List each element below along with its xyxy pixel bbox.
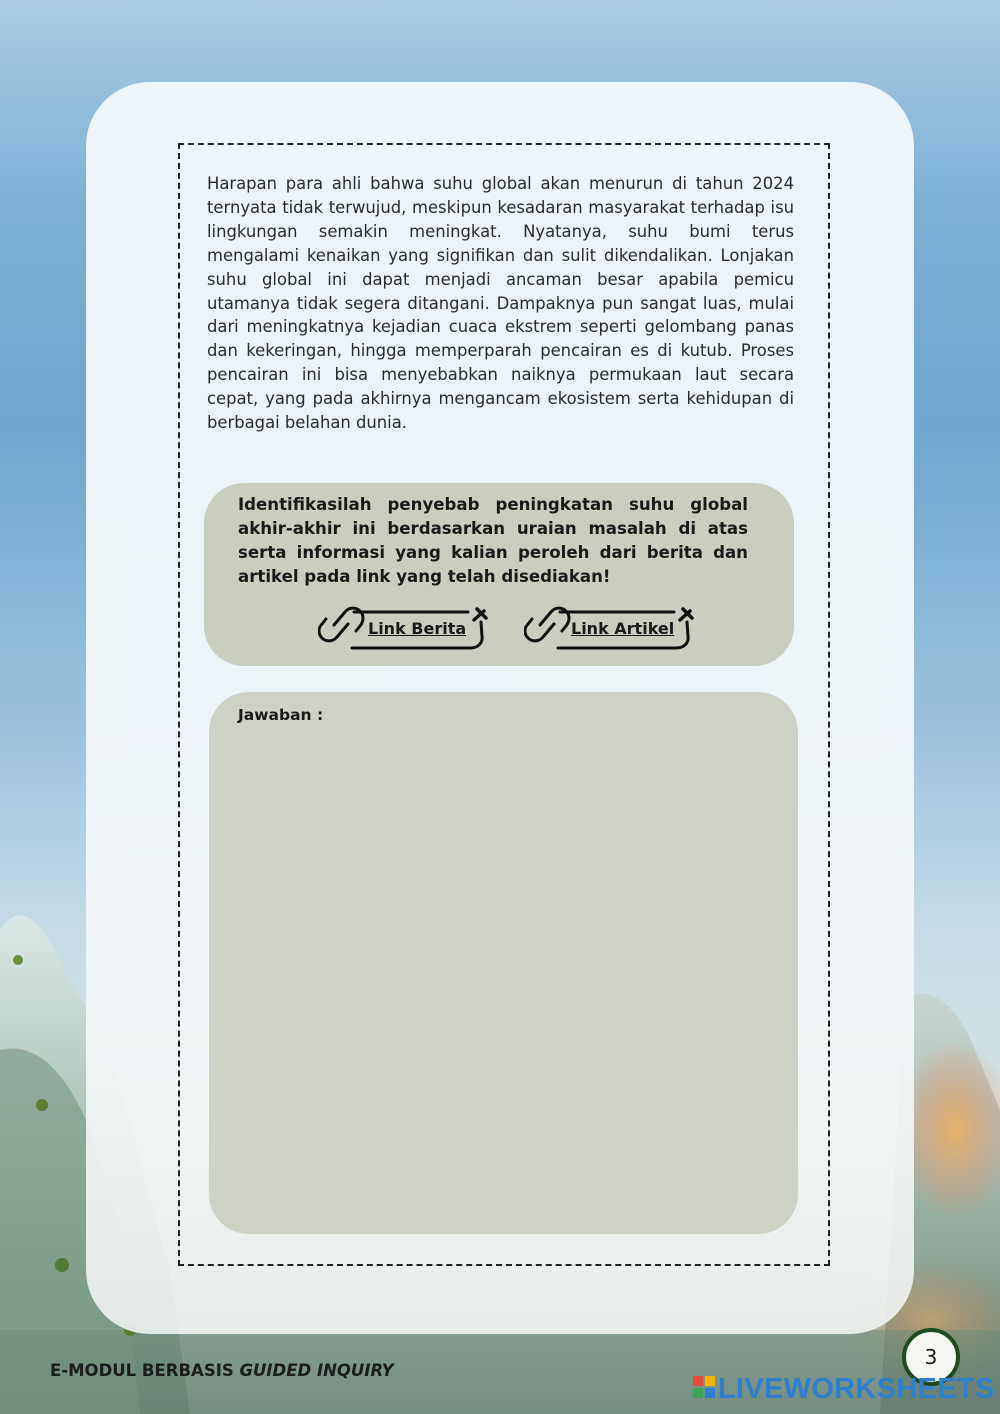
intro-paragraph: Harapan para ahli bahwa suhu global akan menurun di tahun 2024 ternyata tidak terwujud, meskipun kesadaran masyarakat terhadap isu lingkungan semakin meningkat. Nyatanya, suhu bumi terus mengalami kenaikan yang signifikan dan sulit dikendalikan. Lonjakan suhu global ini dapat menjadi ancaman besar apabila pemicu utamanya tidak segera ditangani. Dampaknya pun sangat luas, mulai dari meningkatnya kejadian cuaca ekstrem seperti gelombang panas dan kekeringan, hingga memperparah pencairan es di kutub. Proses pencairan ini bisa menyebabkan naiknya permukaan laut secara cepat, yang pada akhirnya mengancam ekosistem serta kehidupan di berbagai belahan dunia. <box>207 174 794 433</box>
answer-label: Jawaban : <box>238 706 324 724</box>
link-berita-label: Link Berita <box>368 619 467 638</box>
footer-title <box>50 1361 394 1380</box>
answer-input[interactable] <box>232 734 784 1218</box>
link-artikel-button[interactable] <box>524 598 702 654</box>
footer-title-prefix: E-MODUL BERBASIS <box>50 1361 240 1380</box>
link-berita-button[interactable] <box>318 598 493 654</box>
footer-title-italic: GUIDED INQUIRY <box>239 1361 394 1380</box>
link-artikel-label: Link Artikel <box>571 619 675 638</box>
page-number-value: 3 <box>924 1345 938 1369</box>
liveworksheets-brand[interactable]: LIVEWORKSHEETS <box>718 1373 995 1405</box>
liveworksheets-logo-icon <box>693 1372 717 1406</box>
task-instruction: Identifikasilah penyebab peningkatan suhu global akhir-akhir ini berdasarkan uraian masalah di atas serta informasi yang kalian peroleh dari berita dan artikel pada link yang telah disediakan! <box>238 495 748 586</box>
